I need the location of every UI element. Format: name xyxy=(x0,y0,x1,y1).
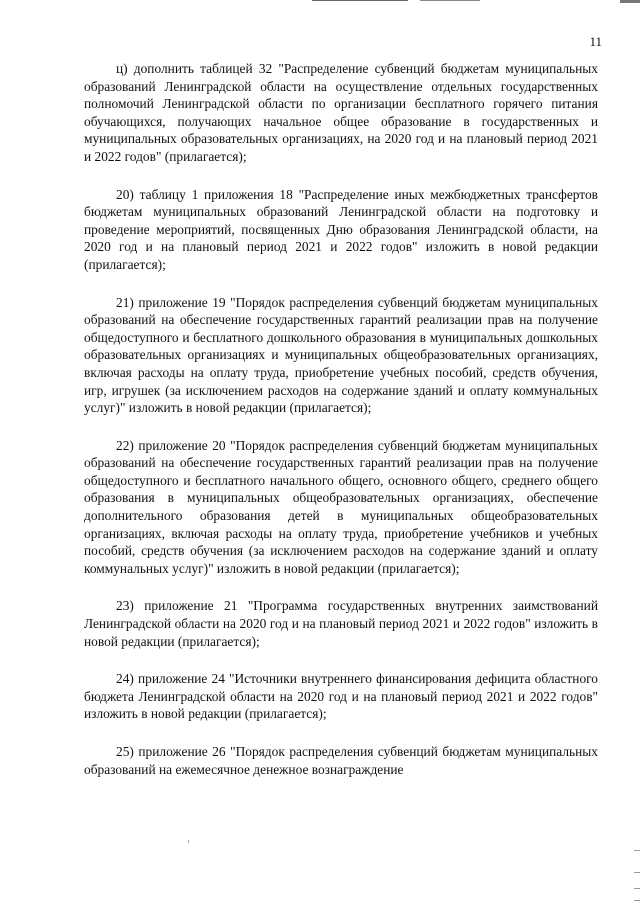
scan-edge-tick xyxy=(634,850,640,851)
scan-edge-tick xyxy=(634,872,640,873)
paragraph-item-21: 21) приложение 19 "Порядок распределения субвенций бюджетам муниципальных образований на обеспечение государственных гарантий реализации прав на получение общедоступного и бесплатного дошкольного образования в муниципальных дошкольных образовательных организациях и муниципальных общеобразовательных организациях, включая расходы на оплату труда, приобретение учебных пособий, средств обучения, игр, игрушек (за исключением расходов на содержание зданий и оплату коммунальных услуг)" изложить в новой редакции (прилагается); xyxy=(84,294,598,416)
document-body xyxy=(84,60,598,798)
scan-artifact xyxy=(188,840,189,843)
scan-corner-mark xyxy=(620,0,640,3)
paragraph-item-25: 25) приложение 26 "Порядок распределения субвенций бюджетам муниципальных образований на ежемесячное денежное вознаграждение xyxy=(84,744,598,777)
paragraph-item-24: 24) приложение 24 "Источники внутреннего финансирования дефицита областного бюджета Ленинградской области на 2020 год и на плановый период 2021 и 2022 годов" изложить в новой редакции (прилагается); xyxy=(84,671,598,722)
page-number: 11 xyxy=(589,34,602,49)
scan-edge-tick xyxy=(634,900,640,901)
paragraph-item-ts: ц) дополнить таблицей 32 "Распределение субвенций бюджетам муниципальных образований Ленинградской области на осуществление отдельных государственных полномочий Ленинградской области по организации бесплатного горячего питания обучающихся, получающих начальное общее образование в государственных и муниципальных образовательных организациях, на 2020 год и на плановый период 2021 и 2022 годов" (прилагается); xyxy=(84,61,598,164)
scan-top-rule xyxy=(420,0,480,1)
paragraph-item-23: 23) приложение 21 "Программа государственных внутренних заимствований Ленинградской области на 2020 год и на плановый период 2021 и 2022 годов" изложить в новой редакции (прилагается); xyxy=(84,598,598,649)
scan-edge-tick xyxy=(634,888,640,889)
scan-top-rule xyxy=(312,0,408,1)
paragraph-item-22: 22) приложение 20 "Порядок распределения субвенций бюджетам муниципальных образований на обеспечение государственных гарантий реализации прав на получение общедоступного и бесплатного начального общего, основного общего, среднего общего образования в муниципальных общеобразовательных организациях, обеспечение дополнительного образования детей в муниципальных общеобразовательных организациях, включая расходы на оплату труда, приобретение учебников и учебных пособий, средств обучения (за исключением расходов на содержание зданий и оплату коммунальных услуг)" изложить в новой редакции (прилагается); xyxy=(84,437,598,576)
paragraph-item-20: 20) таблицу 1 приложения 18 "Распределение иных межбюджетных трансфертов бюджетам муниципальных образований Ленинградской области на подготовку и проведение мероприятий, посвященных Дню образования Ленинградской области, на 2020 год и на плановый период 2021 и 2022 годов" изложить в новой редакции (прилагается); xyxy=(84,186,598,272)
